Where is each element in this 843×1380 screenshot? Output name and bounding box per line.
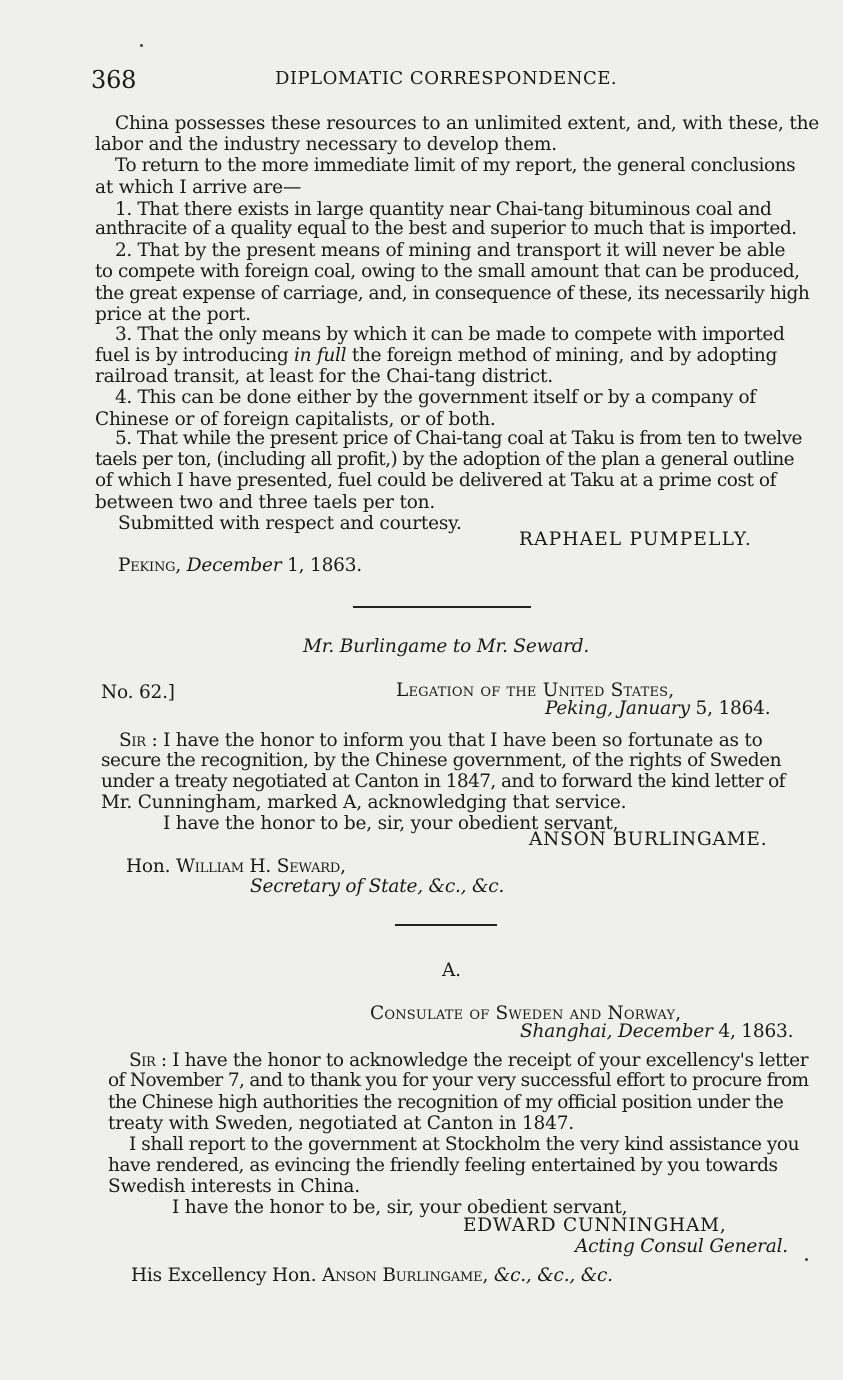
letter-heading: Mr. Burlingame to Mr. Seward.	[303, 636, 590, 657]
report-line: at which I arrive are—	[95, 177, 302, 198]
enclosure-body-line: Sir : I have the honor to acknowledge the receipt of your excellency's letter	[129, 1050, 809, 1071]
print-speck	[140, 44, 143, 47]
report-line: price at the port.	[95, 304, 251, 325]
emphasis-in-full: in full	[294, 345, 347, 366]
running-title: DIPLOMATIC CORRESPONDENCE.	[275, 68, 618, 89]
report-line: to compete with foreign coal, owing to the small amount that can be produced,	[95, 261, 800, 282]
despatch-number: No. 62.]	[101, 682, 175, 703]
report-line: labor and the industry necessary to develop them.	[95, 134, 557, 155]
report-line: To return to the more immediate limit of my report, the general conclusions	[115, 155, 796, 176]
report-dateline: Peking, December 1, 1863.	[118, 555, 362, 576]
report-line: between two and three taels per ton.	[95, 492, 436, 513]
enclosure-body-line: I shall report to the government at Stockholm the very kind assistance you	[129, 1134, 800, 1155]
report-line: Chinese or of foreign capitalists, or of both.	[95, 409, 496, 430]
report-line: taels per ton, (including all profit,) by the adoption of the plan a general outline	[95, 449, 794, 470]
report-line: 5. That while the present price of Chai-tang coal at Taku is from ten to twelve	[115, 428, 802, 449]
report-line: 1. That there exists in large quantity near Chai-tang bituminous coal and	[115, 199, 772, 220]
enclosure-body-line: the Chinese high authorities the recognition of my official position under the	[108, 1092, 784, 1113]
section-divider	[353, 606, 531, 608]
legation-dateline: Peking, January 5, 1864.	[545, 698, 771, 719]
salutation: Sir :	[129, 1050, 167, 1071]
enclosure-label: A.	[442, 960, 461, 981]
section-divider	[395, 924, 497, 926]
consulate-heading: Consulate of Sweden and Norway,	[370, 1003, 682, 1024]
letter-addressee: Hon. William H. Seward,	[126, 856, 346, 877]
report-line: fuel is by introducing in full the foreign method of mining, and by adopting	[95, 345, 778, 366]
consulate-dateline: Shanghai, December 4, 1863.	[520, 1021, 794, 1042]
enclosure-closing: I have the honor to be, sir, your obedient servant,	[172, 1197, 628, 1218]
page-number: 368	[91, 66, 137, 94]
enclosure-body-line: treaty with Sweden, negotiated at Canton in 1847.	[108, 1113, 574, 1134]
letter-body-line: Sir : I have the honor to inform you that I have been so fortunate as to	[119, 730, 763, 751]
salutation: Sir :	[119, 730, 158, 751]
signature-title: Acting Consul General.	[575, 1236, 788, 1257]
enclosure-body-line: of November 7, and to thank you for your very successful effort to procure from	[108, 1070, 809, 1091]
letter-signature: ANSON BURLINGAME.	[529, 829, 768, 850]
enclosure-body-line: have rendered, as evincing the friendly feeling entertained by you towards	[108, 1155, 778, 1176]
report-line: 2. That by the present means of mining and transport it will never be able	[115, 240, 786, 261]
report-line: railroad transit, at least for the Chai-tang district.	[95, 366, 553, 387]
report-line: China possesses these resources to an unlimited extent, and, with these, the	[115, 113, 820, 134]
print-speck	[805, 1258, 808, 1261]
letter-body-line: Mr. Cunningham, marked A, acknowledging that service.	[101, 792, 627, 813]
letter-closing: I have the honor to be, sir, your obedient servant,	[163, 813, 619, 834]
report-signature: RAPHAEL PUMPELLY.	[519, 529, 753, 550]
addressee-title: Secretary of State, &c., &c.	[250, 876, 505, 897]
letter-body-line: secure the recognition, by the Chinese government, of the rights of Sweden	[101, 750, 782, 771]
enclosure-addressee: His Excellency Hon. Anson Burlingame, &c., &c., &c.	[131, 1265, 613, 1286]
letter-body-line: under a treaty negotiated at Canton in 1847, and to forward the kind letter of	[101, 771, 785, 792]
report-line: 3. That the only means by which it can be made to compete with imported	[115, 324, 785, 345]
report-line: anthracite of a quality equal to the best and superior to much that is imported.	[95, 218, 797, 239]
report-line: of which I have presented, fuel could be delivered at Taku at a prime cost of	[95, 470, 777, 491]
enclosure-body-line: Swedish interests in China.	[108, 1176, 360, 1197]
report-closing: Submitted with respect and courtesy.	[118, 513, 462, 534]
enclosure-signature: EDWARD CUNNINGHAM,	[463, 1215, 727, 1236]
report-line: 4. This can be done either by the government itself or by a company of	[115, 387, 756, 408]
report-line: the great expense of carriage, and, in consequence of these, its necessarily high	[95, 283, 810, 304]
legation-heading: Legation of the United States,	[396, 680, 675, 701]
